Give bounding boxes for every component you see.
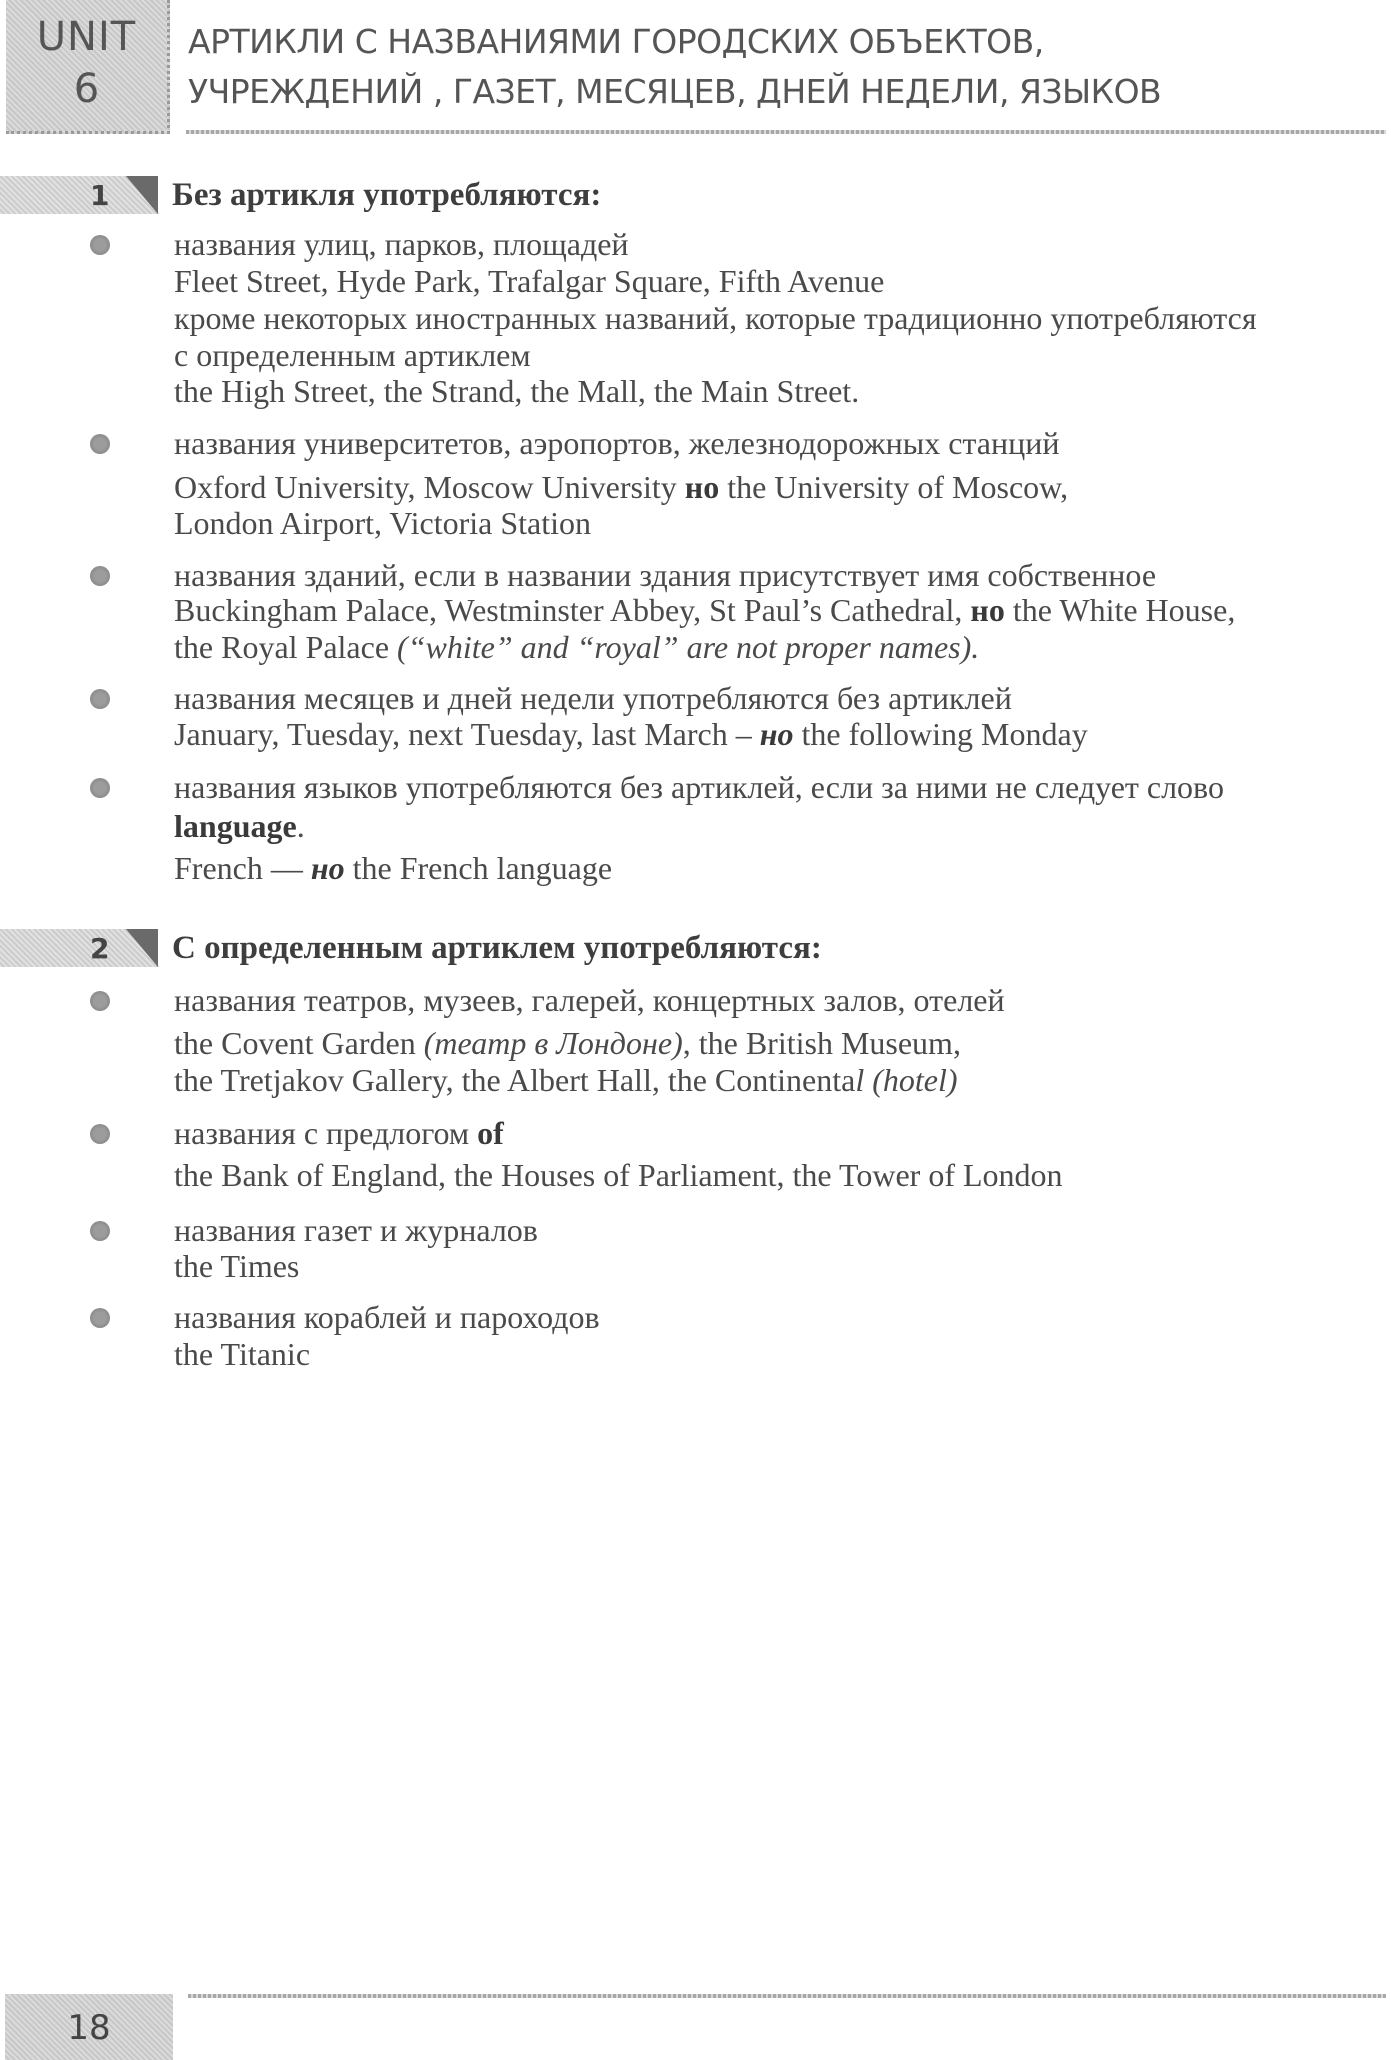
text-run: of <box>477 1115 504 1151</box>
text-run: the Titanic <box>174 1336 311 1372</box>
text-run: the Royal Palace <box>174 629 398 665</box>
bullet-icon <box>90 566 110 586</box>
list-item-line <box>174 1159 1063 1191</box>
bullet-icon <box>90 1124 110 1144</box>
section-2-marker-icon <box>126 929 158 967</box>
list-item-line <box>174 427 1060 459</box>
text-run: Fleet Street, Hyde Park, Trafalgar Square, Fifth Avenue <box>174 263 885 299</box>
bullet-icon <box>90 235 110 255</box>
bullet-icon <box>90 991 110 1011</box>
text-run: но <box>970 592 1005 628</box>
text-run: названия театров, музеев, галерей, концертных залов, отелей <box>174 982 1005 1018</box>
list-item-line <box>174 718 1088 750</box>
text-run: названия языков употребляются без артиклей, если за ними не следует слово <box>174 769 1224 805</box>
text-run: the following Monday <box>793 716 1088 752</box>
list-item-line <box>174 594 1235 626</box>
text-run: French — <box>174 850 311 886</box>
text-run: Oxford University, Moscow University <box>174 469 685 505</box>
list-item-line <box>174 302 1257 334</box>
text-run: January, Tuesday, next Tuesday, last March – <box>174 716 760 752</box>
text-run: кроме некоторых иностранных названий, которые традиционно употребляются <box>174 300 1257 336</box>
text-run: с определенным артиклем <box>174 337 531 373</box>
list-item-line <box>174 984 1005 1016</box>
list-item-line <box>174 339 531 371</box>
list-item-line <box>174 810 305 842</box>
text-run: the High Street, the Strand, the Mall, the Main Street. <box>174 373 860 409</box>
text-run: Buckingham Palace, Westminster Abbey, St Paul’s Cathedral, <box>174 592 971 628</box>
text-run: the Covent Garden <box>174 1025 424 1061</box>
list-item-line <box>174 1064 958 1096</box>
list-item-line <box>174 771 1224 803</box>
text-run: но <box>310 850 345 886</box>
bullet-icon <box>90 1308 110 1328</box>
text-run: , the British Museum, <box>682 1025 961 1061</box>
footer-divider <box>188 1994 1386 1998</box>
text-run: language <box>174 808 297 844</box>
text-run: the Bank of England, the Houses of Parliament, the Tower of London <box>174 1157 1063 1193</box>
text-run: the White House, <box>1004 592 1236 628</box>
page-number: 18 <box>67 2008 111 2048</box>
text-run: названия улиц, парков, площадей <box>174 226 629 262</box>
text-run: l (hotel) <box>855 1062 958 1098</box>
list-item-line <box>174 1250 299 1282</box>
list-item-line <box>174 852 612 884</box>
list-item-line <box>174 375 859 407</box>
text-run: (театр в Лондоне) <box>423 1025 683 1061</box>
text-run: названия газет и журналов <box>174 1212 538 1248</box>
list-item-line <box>174 1027 961 1059</box>
section-2-number: 2 <box>90 932 110 965</box>
section-1-marker-icon <box>126 176 158 214</box>
text-run: но <box>759 716 794 752</box>
text-run: названия с предлогом <box>174 1115 478 1151</box>
list-item-line <box>174 1214 538 1246</box>
text-run: названия месяцев и дней недели употребляются без артиклей <box>174 680 1012 716</box>
list-item-line <box>174 265 884 297</box>
text-run: the University of Moscow, <box>719 469 1069 505</box>
text-run: . <box>296 808 305 844</box>
header-divider <box>186 130 1386 134</box>
list-item-line <box>174 631 979 663</box>
text-run: названия зданий, если в названии здания присутствует имя собственное <box>174 557 1157 593</box>
section-1-title: Без артикля употребляются: <box>172 177 602 213</box>
text-run: но <box>684 469 720 505</box>
text-run: (“white” and “royal” are not proper names). <box>397 629 980 665</box>
text-run: London Airport, Victoria Station <box>174 505 591 541</box>
unit-badge <box>6 0 170 134</box>
page-number-badge <box>5 1994 173 2060</box>
list-item-line <box>174 1117 504 1149</box>
page-title-line-2: УЧРЕЖДЕНИЙ , ГАЗЕТ, МЕСЯЦЕВ, ДНЕЙ НЕДЕЛИ, ЯЗЫКОВ <box>188 72 1162 111</box>
text-run: the Tretjakov Gallery, the Albert Hall, the Continenta <box>174 1062 856 1098</box>
list-item-line <box>174 682 1012 714</box>
bullet-icon <box>90 434 110 454</box>
list-item-line <box>174 559 1156 591</box>
bullet-icon <box>90 1221 110 1241</box>
list-item-line <box>174 228 629 260</box>
list-item-line <box>174 471 1068 503</box>
list-item-line <box>174 1301 600 1333</box>
text-run: the Times <box>174 1248 300 1284</box>
text-run: названия университетов, аэропортов, железнодорожных станций <box>174 425 1060 461</box>
unit-label: UNIT <box>36 14 137 60</box>
page-title-line-1: АРТИКЛИ С НАЗВАНИЯМИ ГОРОДСКИХ ОБЪЕКТОВ, <box>188 22 1044 61</box>
unit-number: 6 <box>73 66 100 112</box>
text-run: the French language <box>344 850 613 886</box>
section-1-number: 1 <box>90 179 110 212</box>
bullet-icon <box>90 689 110 709</box>
section-2-title: С определенным артиклем употребляются: <box>172 930 822 966</box>
list-item-line <box>174 1338 310 1370</box>
list-item-line <box>174 507 591 539</box>
text-run: названия кораблей и пароходов <box>174 1299 600 1335</box>
bullet-icon <box>90 778 110 798</box>
